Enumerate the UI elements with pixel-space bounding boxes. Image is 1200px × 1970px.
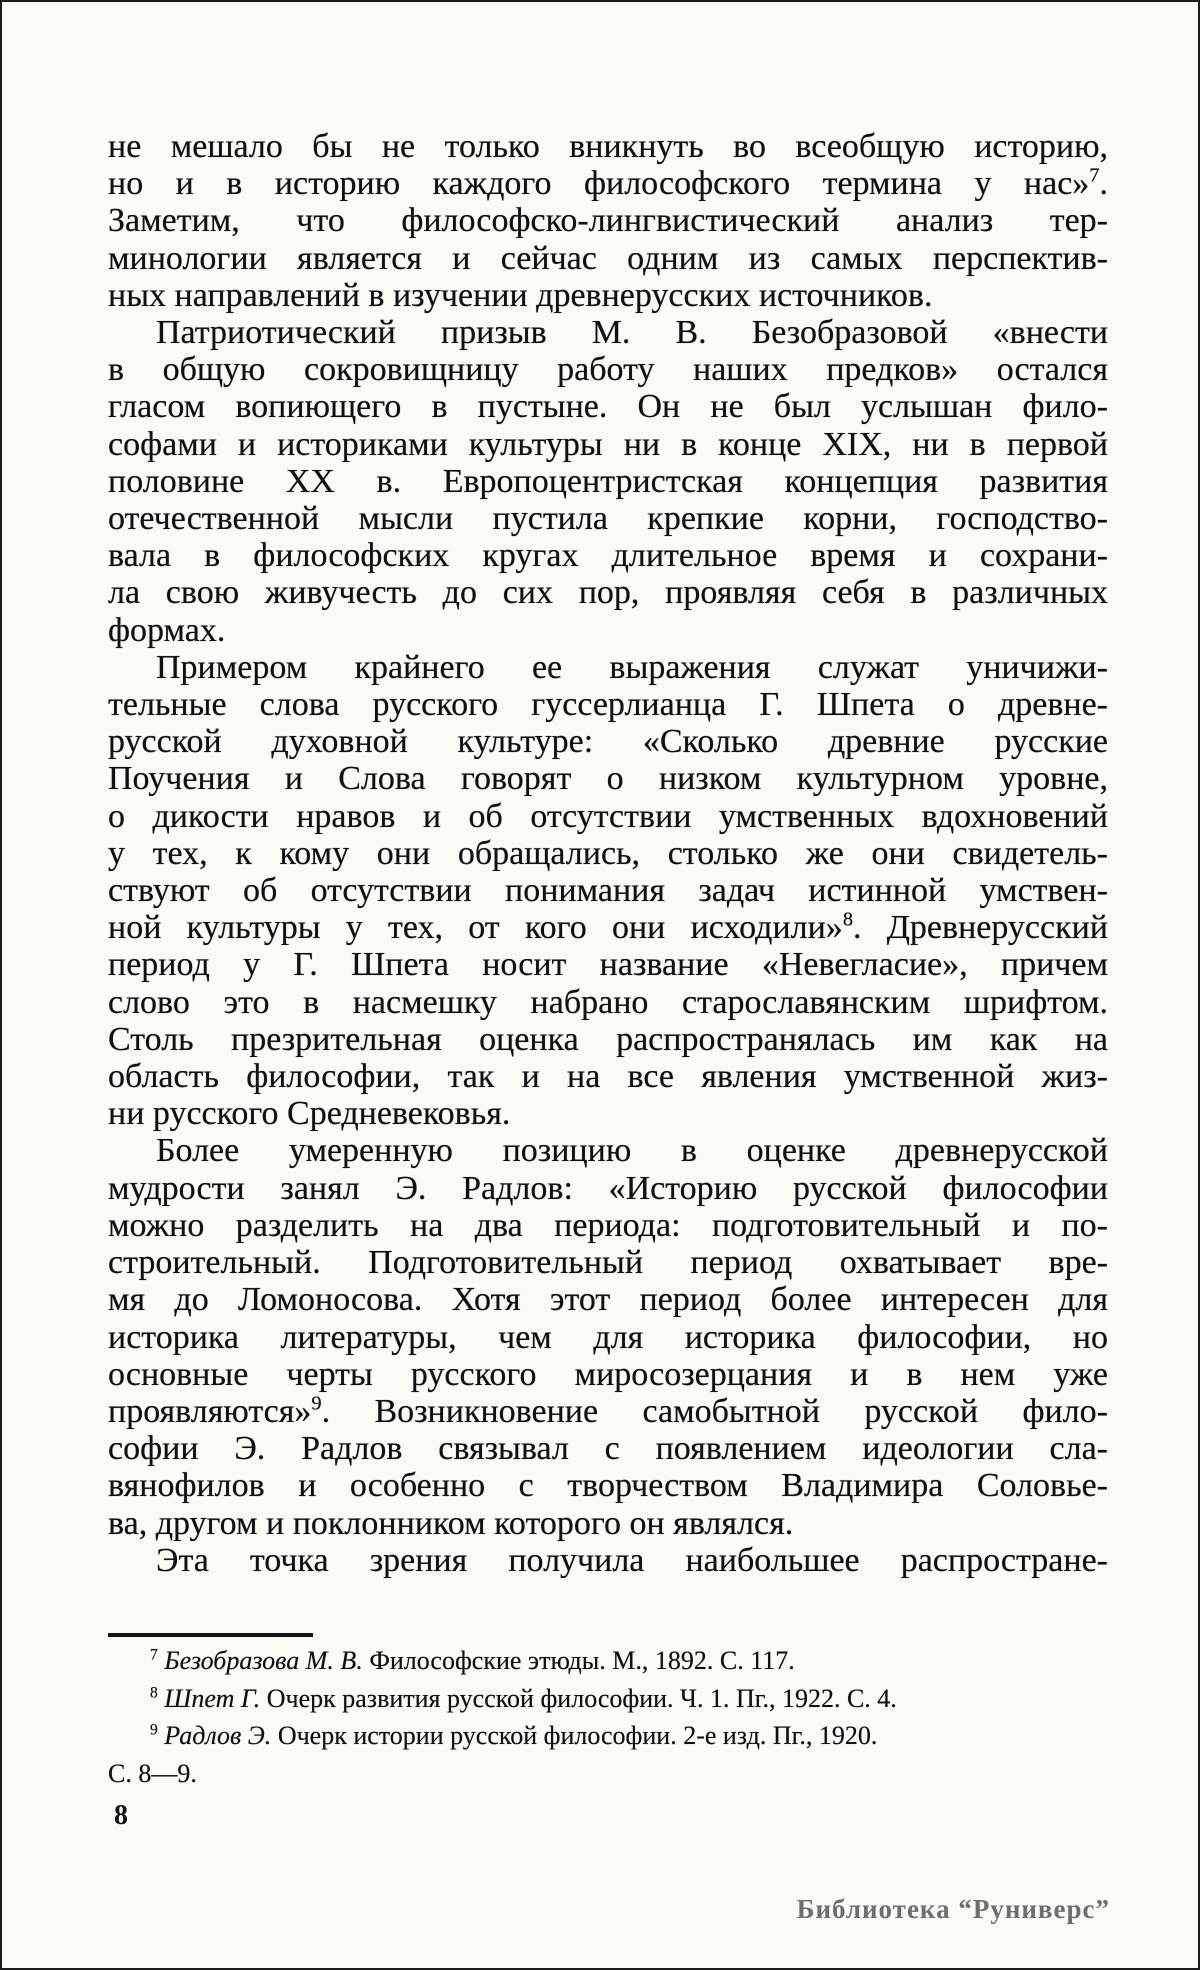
text-line: Заметим, что философско-лингвистический анализ тер- (108, 202, 1108, 240)
text-line: ни русского Средневековья. (108, 1095, 511, 1133)
text-line: ных направлений в изучении древнерусских источников. (108, 276, 933, 314)
text-line: Эта точка зрения получила наибольшее распростране- (156, 1541, 1108, 1579)
paragraph (108, 128, 1108, 314)
text-line: софии Э. Радлов связывал с появлением идеологии сла- (108, 1430, 1108, 1468)
footnote-number: 8 (150, 1683, 158, 1701)
footnote: $^9$ Радлов Э. Очерк истории русской философии. 2-е изд. Пг., 1920. (150, 1721, 878, 1750)
footnote: $^8$ Шпет Г. Очерк развития русской философии. Ч. 1. Пг., 1922. С. 4. (150, 1683, 897, 1713)
text-line: ла свою живучесть до сих пор, проявляя себя в различных (108, 574, 1108, 612)
footnotes (108, 1642, 1110, 1792)
text-line: половине XX в. Европоцентристская концепция развития (108, 462, 1108, 500)
paragraph (108, 649, 1108, 1133)
text-line: область философии, так и на все явления умственной жиз- (108, 1058, 1108, 1096)
text-line: вянофилов и особенно с творчеством Владимира Соловье- (108, 1467, 1108, 1505)
text-line: основные черты русского миросозерцания и в нем уже (108, 1355, 1108, 1393)
text-line: вала в философских кругах длительное время и сохрани- (108, 537, 1108, 575)
text-line: формах. (108, 611, 226, 649)
footnote-continuation: С. 8—9. (108, 1758, 197, 1788)
text-line: ной культуры у тех, от кого они исходили»$^8$. Древнерусский (108, 908, 1108, 947)
text-line: ствуют об отсутствии понимания задач истинной умствен- (108, 872, 1108, 910)
text-line: у тех, к кому они обращались, столько же они свидетель- (108, 834, 1108, 872)
text-line: русской духовной культуре: «Сколько древние русские (108, 723, 1108, 761)
text-line: гласом вопиющего в пустыне. Он не был услышан фило- (108, 388, 1108, 426)
text-line: не мешало бы не только вникнуть во всеобщую историю, (108, 128, 1108, 165)
text-line: проявляются»$^9$. Возникновение самобытной русской фило- (108, 1392, 1108, 1430)
text-line: но и в историю каждого философского термина у нас»$^7$. (108, 164, 1108, 203)
text-line: мудрости занял Э. Радлов: «Историю русской философии (108, 1169, 1108, 1207)
text-line: период у Г. Шпета носит название «Невегласие», причем (108, 946, 1108, 984)
footnote-marker: 9 (311, 1392, 322, 1415)
paragraph (108, 1542, 1108, 1579)
text-line: Патриотический призыв М. В. Безобразовой «внести (156, 314, 1108, 352)
footnote-number: 7 (150, 1646, 158, 1664)
text-line: отечественной мысли пустила крепкие корни, господство- (108, 500, 1108, 538)
text-line: ва, другом и поклонником которого он являлся. (108, 1504, 794, 1542)
body-text (108, 128, 1108, 1579)
footnote-author: Шпет Г. (164, 1683, 261, 1713)
text-line: строительный. Подготовительный период охватывает вре- (108, 1244, 1108, 1282)
footnote-author: Безобразова М. В. (164, 1646, 363, 1675)
text-line: Поучения и Слова говорят о низком культурном уровне, (108, 760, 1108, 798)
page-number: 8 (114, 1800, 128, 1831)
library-watermark: Библиотека “Руниверс” (796, 1894, 1110, 1924)
text-line: минологии является и сейчас одним из самых перспектив- (108, 239, 1108, 277)
text-line: Примером крайнего ее выражения служат уничижи- (156, 648, 1108, 686)
text-line: в общую сокровищницу работу наших предков» остался (108, 351, 1108, 389)
text-line: софами и историками культуры ни в конце XIX, ни в первой (108, 425, 1108, 463)
paragraph (108, 314, 1108, 649)
text-line: тельные слова русского гуссерлианца Г. Шпета о древне- (108, 686, 1108, 724)
text-line: Более умеренную позицию в оценке древнерусской (156, 1132, 1108, 1170)
footnote-author: Радлов Э. (164, 1721, 272, 1750)
footnote: $^7$ Безобразова М. В. Философские этюды. М., 1892. С. 117. (150, 1646, 795, 1675)
text-line: мя до Ломоносова. Хотя этот период более интересен для (108, 1281, 1108, 1319)
text-line: историка литературы, чем для историка философии, но (108, 1318, 1108, 1356)
text-line: слово это в насмешку набрано старославянским шрифтом. (108, 983, 1108, 1021)
text-line: о дикости нравов и об отсутствии умственных вдохновений (108, 797, 1108, 835)
footnote-divider (108, 1633, 313, 1637)
footnote-number: 9 (150, 1721, 158, 1739)
text-line: можно разделить на два периода: подготовительный и по- (108, 1206, 1108, 1244)
text-line: Столь презрительная оценка распространялась им как на (108, 1020, 1108, 1058)
footnote-marker: 7 (1089, 164, 1100, 187)
paragraph (108, 1132, 1108, 1541)
footnote-marker: 8 (842, 908, 854, 931)
